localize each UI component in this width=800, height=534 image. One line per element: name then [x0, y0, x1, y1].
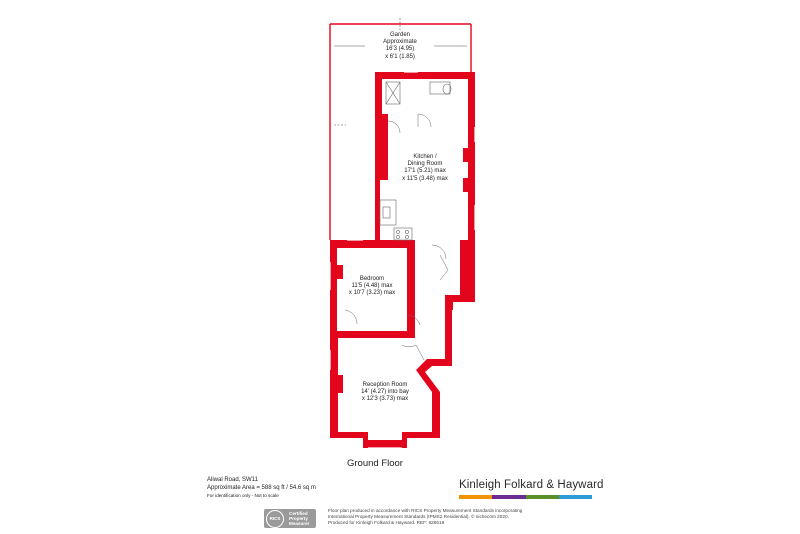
garden-name: Garden: [389, 32, 410, 38]
garden-label: [352, 32, 448, 61]
kitchen-name: Kitchen /: [413, 154, 437, 160]
kitchen-dim2: x 11'5 (3.48) max: [402, 175, 448, 182]
reception-name: Reception Room: [362, 382, 408, 388]
rics-logo-icon: RICS: [266, 510, 284, 528]
garden-dim1: 16'3 (4.95): [385, 46, 415, 53]
brand-name: Kinleigh Folkard & Hayward: [459, 479, 604, 491]
floor-label: Ground Floor: [347, 458, 403, 469]
kitchen-dim1: 17'1 (5.21) max: [404, 168, 446, 175]
disclaimer-line3: Produced for Kinleigh Folkard & Hayward. REF: 626619: [328, 519, 445, 525]
kitchen-label: [382, 154, 468, 183]
brand-color-bar: [459, 495, 592, 499]
garden-sub: Approximate: [383, 39, 417, 46]
garden-dim2: x 6'1 (1.85): [385, 53, 415, 60]
rics-badge: [264, 509, 316, 528]
address-area: Approximate Area = 588 sq ft / 54.6 sq m: [207, 485, 316, 491]
address-line1: Aliwal Road, SW11: [207, 477, 258, 483]
rics-line2: Property: [289, 516, 308, 521]
address-block: [207, 476, 316, 500]
disclaimer-line2: International Property Measurement Standards (IPMS2 Residential). © nichecom 2020.: [328, 513, 509, 519]
disclaimer: [328, 508, 568, 526]
brand-bar-green: [526, 495, 559, 499]
kitchen-sub: Dining Room: [407, 161, 443, 168]
brand-bar-purple: [492, 495, 525, 499]
reception-dim1: 14' (4.27) into bay: [361, 389, 409, 396]
brand-bar-orange: [459, 495, 492, 499]
reception-dim2: x 12'3 (3.73) max: [361, 396, 409, 403]
bedroom-label: [337, 276, 407, 298]
reception-label: [345, 382, 425, 404]
bedroom-name: Bedroom: [359, 276, 385, 282]
bedroom-dim2: x 10'7 (3.23) max: [348, 290, 396, 297]
rics-line1: Certified: [289, 511, 308, 516]
rics-text: [289, 511, 309, 526]
brand-bar-blue: [559, 495, 592, 499]
rics-line3: Measurer: [289, 521, 310, 526]
disclaimer-line1: Floor plan produced in accordance with RICS Property Measurement Standards incorporating: [328, 508, 523, 513]
address-note: For identification only - Not to scale: [207, 493, 279, 498]
bedroom-dim1: 11'5 (4.48) max: [351, 283, 393, 290]
